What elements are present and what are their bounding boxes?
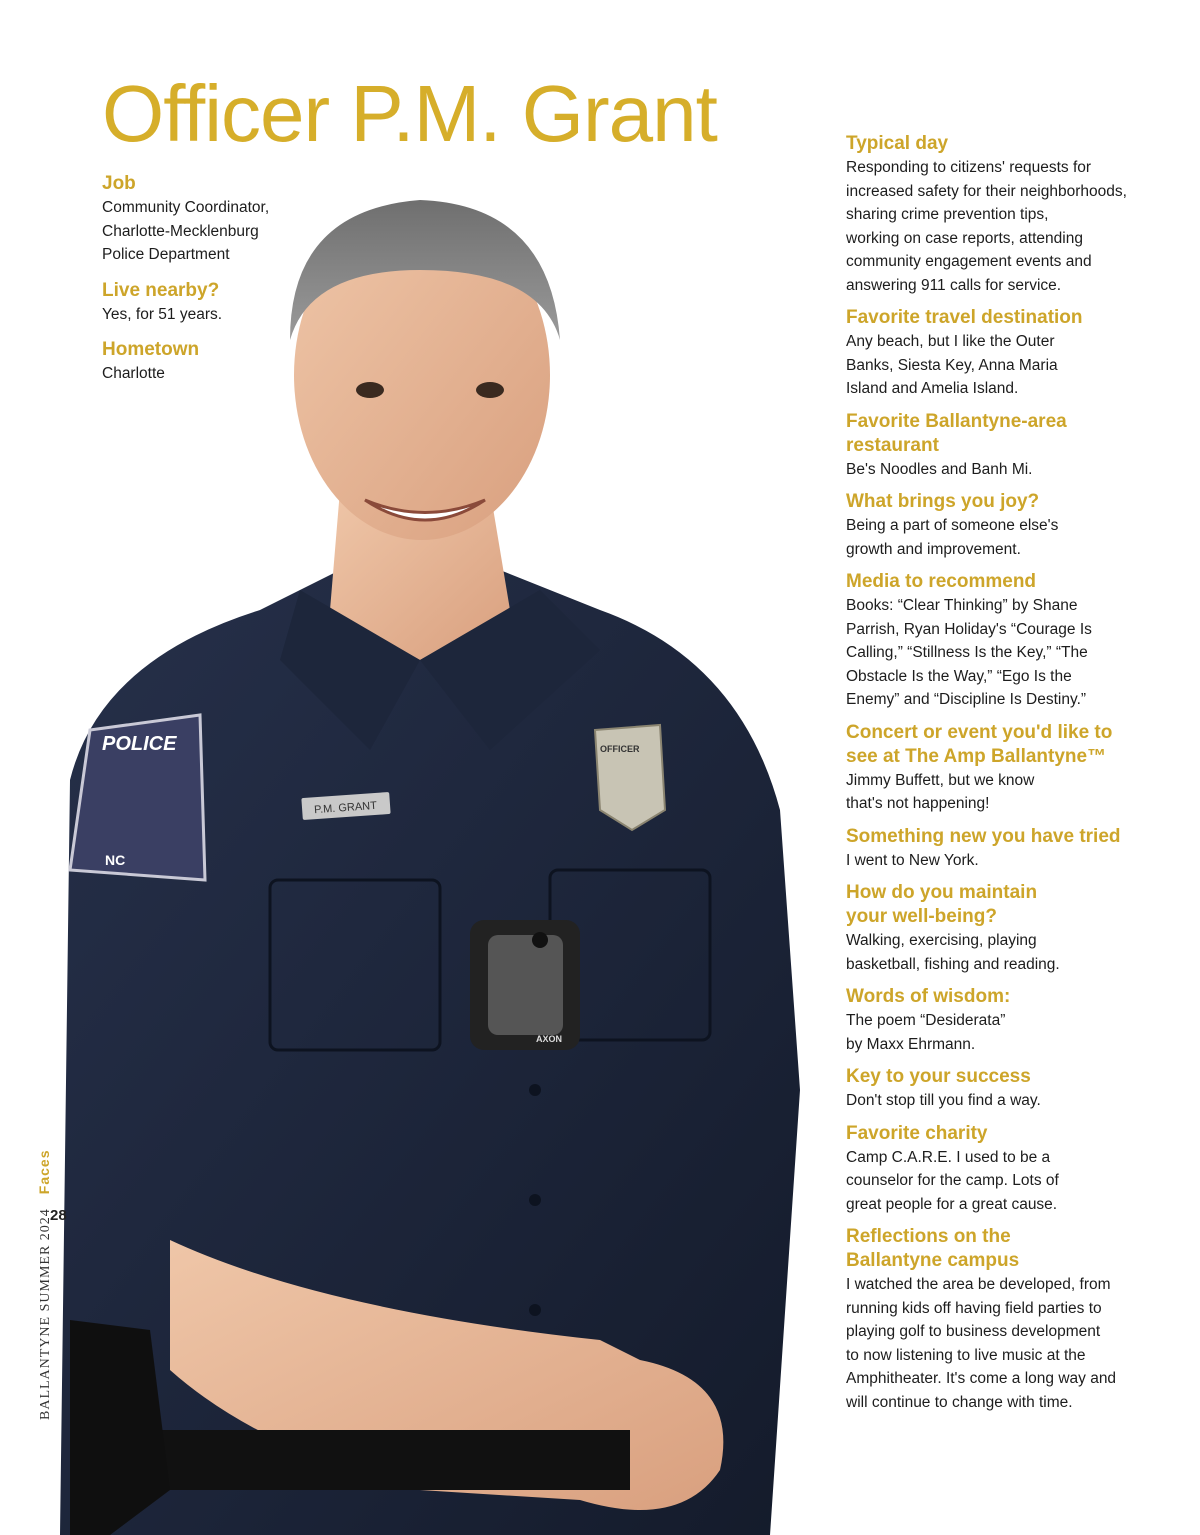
page-number: 28 — [50, 1207, 67, 1224]
profile-item — [846, 410, 1176, 482]
answer-text: I went to New York. — [846, 851, 979, 869]
section-name: Faces — [36, 1149, 52, 1195]
question-heading: Concert or event you'd like to see at The Amp Ballantyne™ — [846, 721, 1113, 767]
question-heading: Hometown — [102, 339, 200, 360]
profile-item — [846, 490, 1176, 561]
question-heading: Words of wisdom: — [846, 986, 1011, 1007]
badge-text: OFFICER — [600, 744, 640, 754]
question-heading: Favorite travel destination — [846, 307, 1083, 328]
answer-text: Community Coordinator, Charlotte-Mecklenburg Police Department — [102, 199, 270, 263]
answer-text: Camp C.A.R.E. I used to be a counselor for the camp. Lots of great people for a great cause. — [846, 1148, 1059, 1213]
left-profile-column — [102, 172, 362, 398]
answer-text: Jimmy Buffett, but we know that's not happening! — [846, 771, 1035, 812]
profile-item — [846, 306, 1176, 401]
officer-badge — [595, 725, 665, 830]
question-heading: Favorite charity — [846, 1122, 988, 1144]
profile-item — [102, 338, 362, 386]
question-heading: Media to recommend — [846, 571, 1037, 592]
question-heading: Favorite Ballantyne-area restaurant — [846, 410, 1067, 456]
profile-item — [846, 1122, 1176, 1217]
patch-state: NC — [105, 852, 126, 868]
question-heading: Reflections on the Ballantyne campus — [846, 1226, 1020, 1271]
name-tag-text: P.M. GRANT — [313, 799, 378, 817]
side-running-head — [36, 1150, 54, 1420]
profile-item — [846, 881, 1176, 976]
profile-item — [846, 1225, 1176, 1414]
answer-text: Don't stop till you find a way. — [846, 1092, 1041, 1109]
profile-item — [102, 172, 362, 267]
answer-text: Walking, exercising, playing basketball, fishing and reading. — [846, 932, 1060, 973]
question-heading: What brings you joy? — [846, 491, 1040, 512]
answer-text: Responding to citizens' requests for increased safety for their neighborhoods, sharing crime prevention tips, working on case reports, attending community engagement events and answering 911 calls for service. — [846, 159, 1127, 294]
profile-item — [846, 132, 1176, 297]
profile-item — [846, 1065, 1176, 1113]
profile-item — [102, 279, 362, 327]
question-heading: How do you maintain your well-being? — [846, 882, 1038, 927]
right-profile-column — [846, 132, 1176, 1423]
answer-text: Yes, for 51 years. — [102, 305, 223, 323]
question-heading: Job — [102, 173, 136, 194]
answer-text: I watched the area be developed, from running kids off having field parties to playing golf to business development to now listening to live music at the Amphitheater. It's come a long way and will continue to change with time. — [846, 1276, 1117, 1411]
question-heading: Key to your success — [846, 1066, 1031, 1087]
camera-brand: AXON — [536, 1034, 563, 1044]
patch-label: POLICE — [102, 733, 177, 755]
answer-text: The poem “Desiderata” by Maxx Ehrmann. — [846, 1012, 1006, 1053]
question-heading: Live nearby? — [102, 279, 220, 301]
profile-item — [846, 825, 1176, 873]
question-heading: Something new you have tried — [846, 825, 1121, 847]
answer-text: Being a part of someone else's growth and improvement. — [846, 517, 1059, 558]
question-heading: Typical day — [846, 133, 949, 154]
answer-text: Charlotte — [102, 365, 165, 382]
profile-item — [846, 721, 1176, 816]
magazine-name: BALLANTYNE SUMMER 2024 — [38, 1208, 53, 1420]
profile-item — [846, 985, 1176, 1056]
answer-text: Books: “Clear Thinking” by Shane Parrish, Ryan Holiday's “Courage Is Calling,” “Stillness Is the Key,” “The Obstacle Is the Way,” “Ego Is the Enemy” and “Discipline Is Destiny.” — [846, 597, 1092, 708]
answer-text: Be's Noodles and Banh Mi. — [846, 460, 1033, 478]
duty-belt — [160, 1430, 630, 1490]
profile-item — [846, 570, 1176, 712]
page-title: Officer P.M. Grant — [102, 69, 717, 158]
answer-text: Any beach, but I like the Outer Banks, Siesta Key, Anna Maria Island and Amelia Island. — [846, 333, 1058, 397]
